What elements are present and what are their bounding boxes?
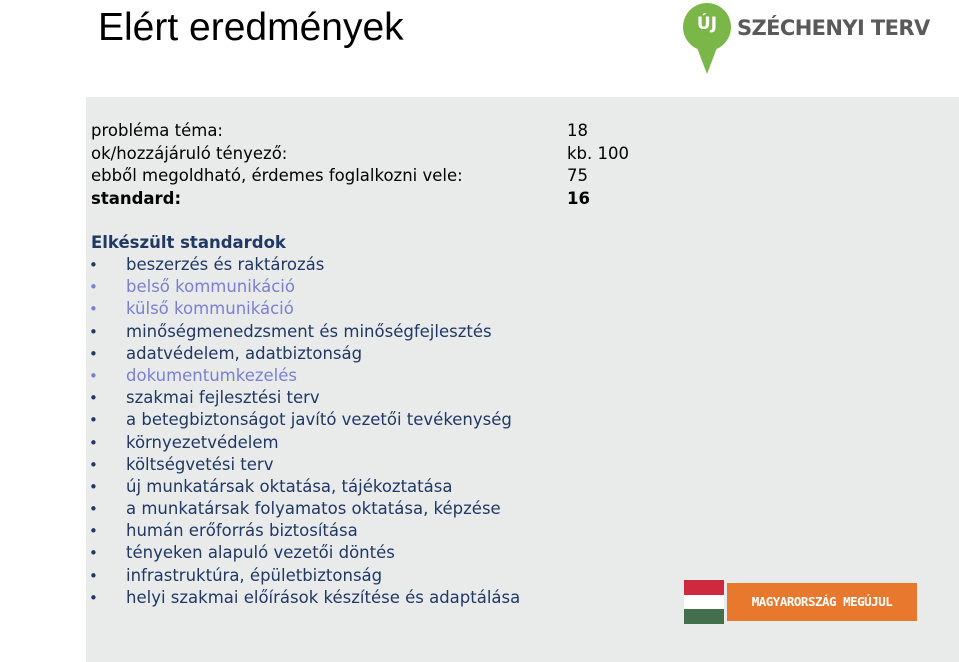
stats-block: [91, 120, 630, 210]
stat-value: 16: [567, 188, 590, 208]
stat-label: ok/hozzájáruló tényező:: [91, 143, 288, 163]
list-item: • belső kommunikáció: [91, 276, 520, 298]
list-item: • beszerzés és raktározás: [91, 254, 520, 276]
list-item: • környezetvédelem: [91, 432, 520, 454]
bullet-icon: •: [89, 344, 98, 363]
list-item: • a betegbiztonságot javító vezetői tevékenység: [91, 409, 520, 431]
szechenyi-terv-logo: [682, 2, 930, 78]
stat-value: 75: [567, 166, 588, 185]
stat-row: [91, 143, 630, 166]
list-item: • külső kommunikáció: [91, 298, 520, 320]
bullet-icon: •: [89, 544, 98, 563]
bullet-icon: •: [89, 522, 98, 541]
bullet-icon: •: [89, 322, 98, 341]
list-item: • minőségmenedzsment és minőségfejlesztés: [91, 321, 520, 343]
stat-row: [91, 165, 588, 188]
bullet-icon: •: [89, 256, 98, 274]
list-item: • tényeken alapuló vezetői döntés: [91, 542, 520, 564]
bullet-icon: •: [89, 455, 98, 474]
list-item: • dokumentumkezelés: [91, 365, 520, 387]
stat-value: kb. 100: [567, 143, 630, 163]
list-item: • helyi szakmai előírások készítése és adaptálása: [91, 587, 520, 609]
bullet-icon: •: [89, 389, 98, 408]
list-item: • új munkatársak oktatása, tájékoztatása: [91, 476, 520, 498]
stat-value: 18: [567, 121, 588, 140]
stat-row: [91, 120, 588, 143]
stat-label: probléma téma:: [91, 121, 223, 140]
stat-row-standard: [91, 188, 590, 211]
bullet-icon: •: [89, 588, 98, 607]
bullet-icon: •: [89, 566, 98, 585]
list-item: • adatvédelem, adatbiztonság: [91, 343, 520, 365]
bullet-icon: •: [89, 300, 98, 319]
magyarorszag-megujul-logo: [684, 580, 917, 624]
bullet-icon: •: [89, 278, 98, 297]
standards-heading: Elkészült standardok: [91, 233, 286, 252]
list-item: • szakmai fejlesztési terv: [91, 387, 520, 409]
list-item: • infrastruktúra, épületbiztonság: [91, 565, 520, 587]
szechenyi-badge-label: ÚJ: [696, 14, 718, 34]
stat-label: ebből megoldható, érdemes foglalkozni vele:: [91, 166, 463, 185]
bullet-icon: •: [89, 433, 98, 452]
list-item: • költségvetési terv: [91, 454, 520, 476]
stat-label: standard:: [91, 188, 182, 208]
bullet-icon: •: [89, 411, 98, 430]
bullet-icon: •: [89, 500, 98, 519]
list-item: • a munkatársak folyamatos oktatása, képzése: [91, 498, 520, 520]
standards-list: [91, 254, 520, 609]
list-item: • humán erőforrás biztosítása: [91, 520, 520, 542]
bullet-icon: •: [89, 366, 98, 385]
magyarorszag-megujul-label: MAGYARORSZÁG MEGÚJUL: [727, 583, 917, 621]
bullet-icon: •: [89, 477, 98, 496]
szechenyi-wordmark: SZÉCHENYI TERV: [737, 16, 930, 40]
hungarian-flag-icon: [684, 580, 724, 624]
slide-title: Elért eredmények: [98, 6, 404, 49]
